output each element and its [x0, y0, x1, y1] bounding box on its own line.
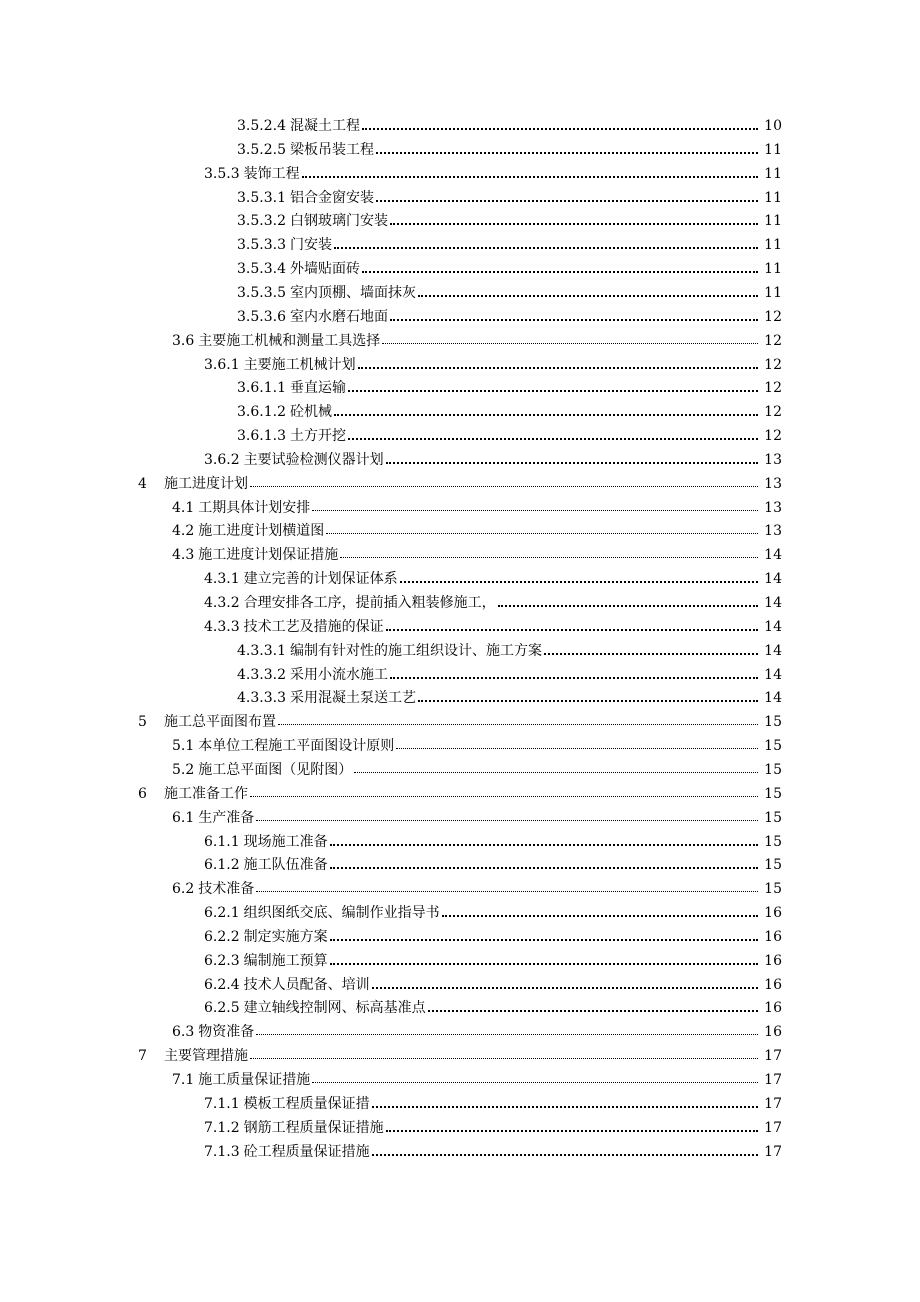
toc-entry-page: 16: [760, 953, 782, 969]
toc-entry-number: 6.1.1: [204, 833, 240, 850]
toc-leader-dots: [278, 724, 758, 725]
toc-entry-title: 主要施工机械计划: [243, 356, 356, 373]
toc-entry-page: 11: [760, 166, 782, 182]
toc-entry-title: 施工进度计划保证措施: [198, 547, 339, 564]
toc-entry[interactable]: [0, 615, 920, 639]
toc-entry[interactable]: [0, 186, 920, 210]
toc-entry-number: 4.3.3: [204, 618, 240, 635]
toc-entry-page: 17: [760, 1072, 782, 1088]
toc-entry[interactable]: [0, 853, 920, 877]
toc-entry-title: 施工准备工作: [164, 785, 248, 802]
toc-entry-title: 主要施工机械和测量工具选择: [198, 332, 381, 349]
toc-entry[interactable]: [0, 353, 920, 377]
toc-leader-dots: [382, 343, 758, 344]
toc-entry[interactable]: [0, 806, 920, 830]
toc-entry-page: 16: [760, 977, 782, 993]
toc-entry-number: 4.3.2: [204, 595, 240, 611]
toc-entry-number: 6.2.5: [204, 1000, 240, 1017]
toc-entry-page: 12: [760, 309, 782, 325]
toc-leader-dots: [256, 1034, 758, 1035]
toc-entry-number: 5.1: [172, 738, 195, 755]
toc-entry-page: 12: [760, 428, 782, 444]
toc-leader-dots: [250, 796, 758, 797]
toc-leader-dots: [250, 1058, 758, 1059]
toc-leader-dots: [362, 271, 758, 273]
toc-entry-title: 组织图纸交底、编制作业指导书: [243, 905, 440, 922]
toc-leader-dots: [544, 653, 758, 655]
toc-entry-page: 14: [760, 667, 782, 683]
toc-entry-number: 3.5.3.6: [237, 308, 286, 325]
toc-entry[interactable]: [0, 686, 920, 710]
toc-leader-dots: [376, 152, 758, 154]
toc-leader-dots: [390, 223, 758, 225]
toc-entry-number: 4.3.1: [204, 571, 240, 588]
toc-leader-dots: [330, 939, 758, 941]
toc-entry[interactable]: [0, 1068, 920, 1092]
toc-leader-dots: [372, 1106, 758, 1108]
toc-entry-page: 15: [760, 810, 782, 826]
toc-leader-dots: [348, 438, 758, 440]
toc-entry-title: 室内水磨石地面: [289, 308, 388, 325]
toc-entry-title: 铝合金窗安装: [289, 189, 374, 206]
toc-leader-dots: [334, 247, 758, 249]
toc-entry[interactable]: [0, 162, 920, 186]
toc-entry-page: 16: [760, 1000, 782, 1016]
toc-entry-page: 11: [760, 213, 782, 229]
toc-entry[interactable]: [0, 233, 920, 257]
toc-entry-title: 施工进度计划横道图: [198, 523, 325, 540]
toc-entry-page: 11: [760, 285, 782, 301]
toc-entry-page: 14: [760, 643, 782, 659]
toc-entry-page: 15: [760, 786, 782, 802]
toc-entry-page: 15: [760, 834, 782, 850]
toc-entry-title: 土方开挖: [289, 428, 346, 445]
toc-entry-number: 3.5.3: [204, 165, 240, 182]
toc-entry-number: 7.1.2: [204, 1119, 240, 1136]
toc-entry-number: 3.5.3.4: [237, 261, 286, 278]
toc-entry-page: 15: [760, 762, 782, 778]
toc-entry-number: 7.1.3: [204, 1143, 240, 1160]
toc-entry[interactable]: [0, 305, 920, 329]
toc-entry-page: 15: [760, 857, 782, 873]
toc-entry-page: 14: [760, 619, 782, 635]
toc-entry-page: 17: [760, 1120, 782, 1136]
toc-entry[interactable]: [0, 496, 920, 520]
toc-entry-page: 13: [760, 452, 782, 468]
toc-entry[interactable]: [0, 949, 920, 973]
toc-entry-number: 3.5.3.2: [237, 213, 286, 230]
toc-entry-page: 11: [760, 142, 782, 158]
toc-entry-number: 6.2.2: [204, 928, 240, 945]
toc-entry-number: 4.1: [172, 499, 195, 516]
toc-entry[interactable]: [0, 424, 920, 448]
toc-entry-page: 15: [760, 714, 782, 730]
toc-leader-dots: [386, 629, 758, 631]
toc-entry-page: 17: [760, 1144, 782, 1160]
toc-entry-title: 门安装: [289, 237, 332, 254]
toc-entry[interactable]: [0, 830, 920, 854]
toc-entry-page: 11: [760, 237, 782, 253]
toc-entry-title: 混凝土工程: [289, 118, 360, 134]
toc-entry[interactable]: [0, 543, 920, 567]
toc-entry[interactable]: [0, 710, 920, 734]
toc-entry-page: 16: [760, 905, 782, 921]
toc-entry-page: 14: [760, 547, 782, 563]
toc-leader-dots: [330, 963, 758, 965]
toc-entry[interactable]: [0, 281, 920, 305]
toc-entry[interactable]: [0, 639, 920, 663]
toc-entry-title: 编制施工预算: [243, 952, 328, 969]
toc-entry-title: 装饰工程: [243, 165, 300, 182]
toc-entry-title: 施工质量保证措施: [198, 1072, 311, 1088]
toc-entry[interactable]: [0, 591, 920, 615]
toc-entry-number: 3.5.3.5: [237, 284, 286, 301]
toc-entry[interactable]: [0, 996, 920, 1020]
toc-entry-page: 12: [760, 357, 782, 373]
toc-leader-dots: [256, 891, 758, 892]
toc-entry-number: 4.3: [172, 547, 195, 564]
toc-leader-dots: [340, 557, 758, 558]
toc-entry[interactable]: [0, 1044, 920, 1068]
toc-leader-dots: [372, 1154, 758, 1156]
toc-entry-page: 17: [760, 1096, 782, 1112]
toc-leader-dots: [250, 486, 758, 487]
toc-entry-number: 4.3.3.2: [237, 666, 286, 683]
toc-entry-number: 6.2.1: [204, 905, 240, 922]
toc-entry-number: 4.3.3.3: [237, 690, 286, 707]
toc-leader-dots: [418, 295, 758, 297]
toc-leader-dots: [428, 1010, 758, 1012]
toc-entry-page: 14: [760, 690, 782, 706]
toc-leader-dots: [330, 867, 758, 869]
toc-entry[interactable]: [0, 138, 920, 162]
toc-leader-dots: [372, 987, 758, 989]
toc-entry-title: 现场施工准备: [243, 833, 328, 850]
toc-entry-title: 钢筋工程质量保证措施: [243, 1119, 384, 1136]
toc-entry[interactable]: [0, 925, 920, 949]
toc-entry-title: 技术人员配备、培训: [243, 976, 370, 993]
toc-entry[interactable]: [0, 448, 920, 472]
toc-leader-dots: [348, 390, 758, 392]
toc-entry-title: 技术工艺及措施的保证: [243, 618, 384, 635]
toc-entry-title: 建立完善的计划保证体系: [243, 571, 398, 588]
toc-entry-title: 施工队伍准备: [243, 857, 328, 874]
toc-entry-title: 制定实施方案: [243, 928, 328, 945]
toc-entry[interactable]: [0, 519, 920, 543]
toc-entry-page: 15: [760, 738, 782, 754]
toc-entry[interactable]: [0, 376, 920, 400]
toc-entry[interactable]: [0, 472, 920, 496]
toc-leader-dots: [312, 510, 758, 511]
toc-entry-number: 6.2.4: [204, 976, 240, 993]
toc-entry-number: 3.5.2.5: [237, 141, 286, 158]
toc-entry-page: 12: [760, 380, 782, 396]
toc-entry-title: 砼机械: [289, 404, 332, 421]
toc-leader-dots: [302, 176, 758, 178]
toc-entry[interactable]: [0, 901, 920, 925]
toc-entry-number: 4.3.3.1: [237, 642, 286, 659]
toc-entry-number: 3.6.1.3: [237, 428, 286, 445]
toc-entry-page: 16: [760, 1024, 782, 1040]
toc-entry-number: 3.6.1.1: [237, 380, 286, 397]
toc-leader-dots: [390, 677, 758, 679]
toc-leader-dots: [256, 820, 758, 821]
toc-leader-dots: [334, 414, 758, 416]
toc-entry-page: 13: [760, 500, 782, 516]
toc-entry[interactable]: [0, 209, 920, 233]
toc-entry[interactable]: [0, 114, 920, 138]
toc-entry-number: 3.6.1.2: [237, 404, 286, 421]
toc-entry-number: 6.3: [172, 1024, 195, 1041]
toc-entry[interactable]: [0, 567, 920, 591]
toc-entry[interactable]: [0, 400, 920, 424]
toc-entry-title: 白钢玻璃门安装: [289, 213, 388, 230]
toc-entry-title: 施工总平面图（见附图）: [198, 761, 353, 778]
toc-entry-page: 13: [760, 476, 782, 492]
toc-entry-title: 编制有针对性的施工组织设计、施工方案: [289, 642, 542, 659]
toc-leader-dots: [386, 1130, 758, 1132]
toc-entry-number: 3.5.3.1: [237, 189, 286, 206]
toc-entry-number: 6: [138, 785, 147, 802]
toc-entry-number: 4: [138, 475, 147, 492]
toc-entry-title: 工期具体计划安排: [198, 499, 311, 516]
toc-entry-number: 5: [138, 714, 147, 731]
toc-leader-dots: [354, 772, 758, 773]
toc-entry-title: 主要管理措施: [164, 1048, 248, 1065]
toc-entry-number: 3.5.2.4: [237, 118, 286, 134]
toc-entry-title: 生产准备: [198, 809, 255, 826]
toc-entry-title: 施工总平面图布置: [164, 714, 276, 731]
toc-entry[interactable]: [0, 877, 920, 901]
toc-entry-page: 10: [760, 118, 782, 134]
toc-entry-page: 13: [760, 523, 782, 539]
toc-entry-number: 6.1: [172, 809, 195, 826]
toc-entry-number: 3.6.1: [204, 356, 240, 373]
toc-entry-page: 16: [760, 929, 782, 945]
toc-entry-page: 12: [760, 404, 782, 420]
toc-entry-number: 3.6: [172, 332, 195, 349]
toc-entry[interactable]: [0, 329, 920, 353]
toc-leader-dots: [386, 462, 758, 464]
toc-entry-page: 15: [760, 881, 782, 897]
toc-leader-dots: [358, 367, 758, 369]
toc-entry[interactable]: [0, 782, 920, 806]
toc-entry-number: 7.1.1: [204, 1095, 240, 1112]
toc-leader-dots: [418, 700, 758, 702]
toc-entry-title: 本单位工程施工平面图设计原则: [198, 738, 395, 755]
toc-leader-dots: [362, 128, 758, 130]
toc-entry-number: 7.1: [172, 1072, 195, 1088]
toc-entry-title: 砼工程质量保证措施: [243, 1143, 370, 1160]
toc-entry-number: 6.2.3: [204, 952, 240, 969]
toc-entry-page: 14: [760, 571, 782, 587]
toc-entry-title: 合理安排各工序，提前插入粗装修施工，: [243, 595, 496, 611]
toc-entry-title: 物资准备: [198, 1024, 255, 1041]
toc-entry-page: 17: [760, 1048, 782, 1064]
toc-entry-title: 梁板吊装工程: [289, 141, 374, 158]
toc-entry-number: 6.2: [172, 881, 195, 898]
toc-leader-dots: [442, 915, 758, 917]
toc-entry-title: 技术准备: [198, 881, 255, 898]
toc-entry-title: 建立轴线控制网、标高基准点: [243, 1000, 426, 1017]
toc-leader-dots: [396, 748, 758, 749]
toc-entry-title: 外墙贴面砖: [289, 261, 360, 278]
toc-entry-number: 3.6.2: [204, 451, 240, 468]
toc-entry[interactable]: [0, 734, 920, 758]
toc-entry-number: 5.2: [172, 761, 195, 778]
toc-entry-title: 施工进度计划: [164, 475, 248, 492]
toc-leader-dots: [312, 1082, 758, 1083]
toc-leader-dots: [330, 844, 758, 846]
toc-entry-title: 采用小流水施工: [289, 666, 388, 683]
toc-entry-page: 14: [760, 595, 782, 611]
toc-entry[interactable]: [0, 1092, 920, 1116]
toc-entry[interactable]: [0, 663, 920, 687]
toc-entry-page: 11: [760, 261, 782, 277]
toc-entry[interactable]: [0, 257, 920, 281]
toc-entry-page: 11: [760, 190, 782, 206]
toc-entry-title: 模板工程质量保证措: [243, 1095, 370, 1112]
toc-entry[interactable]: [0, 1140, 920, 1164]
toc-entry[interactable]: [0, 1020, 920, 1044]
toc-leader-dots: [376, 200, 758, 202]
toc-entry-number: 4.2: [172, 523, 195, 540]
toc-entry-title: 采用混凝土泵送工艺: [289, 690, 416, 707]
toc-entry-number: 3.5.3.3: [237, 237, 286, 254]
toc-entry[interactable]: [0, 973, 920, 997]
toc-leader-dots: [400, 581, 758, 583]
toc-entry[interactable]: [0, 758, 920, 782]
toc-entry-title: 垂直运输: [289, 380, 346, 397]
toc-entry-number: 6.1.2: [204, 857, 240, 874]
toc-leader-dots: [326, 533, 758, 534]
toc-entry-title: 主要试验检测仪器计划: [243, 451, 384, 468]
toc-entry-title: 室内顶棚、墙面抹灰: [289, 284, 416, 301]
toc-entry[interactable]: [0, 1116, 920, 1140]
toc-entry-page: 12: [760, 333, 782, 349]
toc-leader-dots: [390, 319, 758, 321]
toc-entry-number: 7: [138, 1048, 147, 1065]
toc-leader-dots: [498, 605, 758, 607]
